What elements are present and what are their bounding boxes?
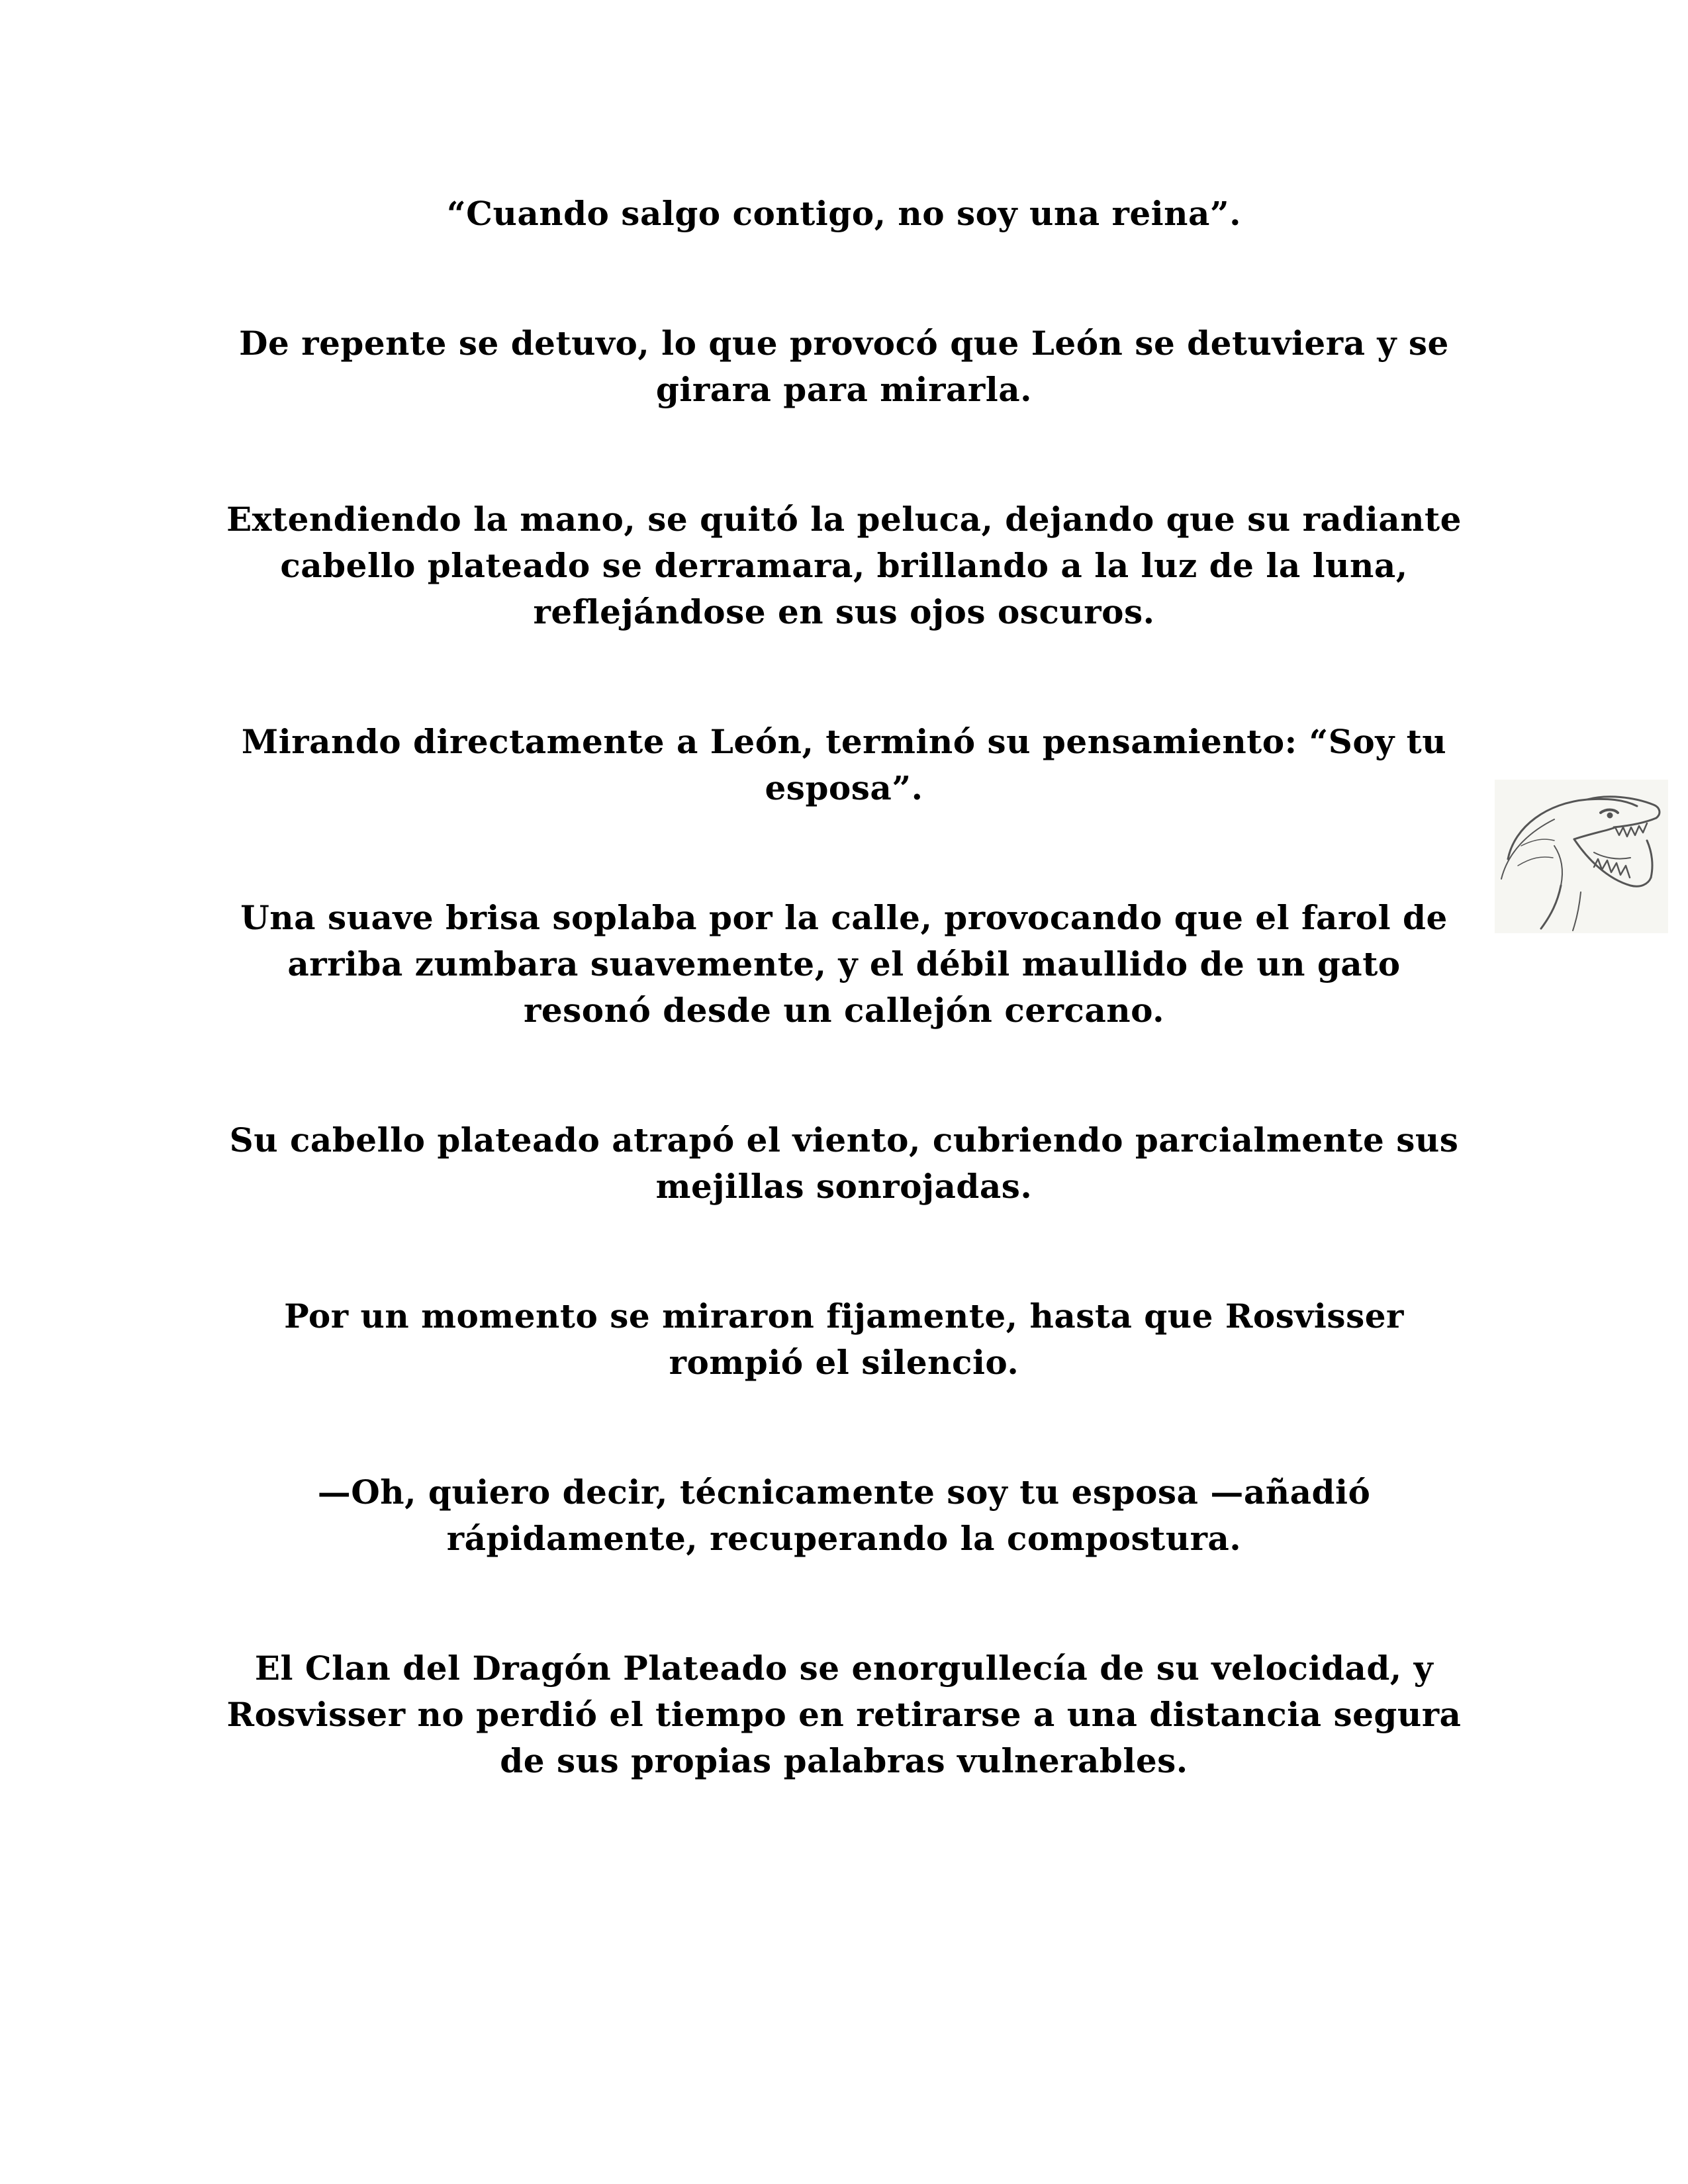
paragraph-3: Extendiendo la mano, se quitó la peluca, dejando que su radiante cabello plateado se derramara, brillando a la luz de la luna, reflejándose en sus ojos oscuros. bbox=[226, 500, 1462, 631]
paragraph-9: El Clan del Dragón Plateado se enorgullecía de su velocidad, y Rosvisser no perdió el tiempo en retirarse a una distancia segura de sus propias palabras vulnerables. bbox=[226, 1649, 1462, 1780]
paragraph-4: Mirando directamente a León, terminó su pensamiento: “Soy tu esposa”. bbox=[241, 722, 1447, 807]
body-text bbox=[225, 191, 1463, 1868]
paragraph-6: Su cabello plateado atrapó el viento, cubriendo parcialmente sus mejillas sonrojadas. bbox=[229, 1120, 1459, 1206]
paragraph-8: —Oh, quiero decir, técnicamente soy tu esposa —añadió rápidamente, recuperando la compostura. bbox=[317, 1473, 1371, 1558]
paragraph-7: Por un momento se miraron fijamente, hasta que Rosvisser rompió el silencio. bbox=[284, 1297, 1404, 1382]
paragraph-1: “Cuando salgo contigo, no soy una reina”. bbox=[446, 194, 1242, 233]
paragraph-2: De repente se detuvo, lo que provocó que León se detuviera y se girara para mirarla. bbox=[239, 324, 1449, 409]
dinosaur-head-sketch-icon bbox=[1495, 780, 1668, 933]
paragraph-5: Una suave brisa soplaba por la calle, provocando que el farol de arriba zumbara suavemente, y el débil maullido de un gato resonó desde un callejón cercano. bbox=[240, 898, 1448, 1030]
